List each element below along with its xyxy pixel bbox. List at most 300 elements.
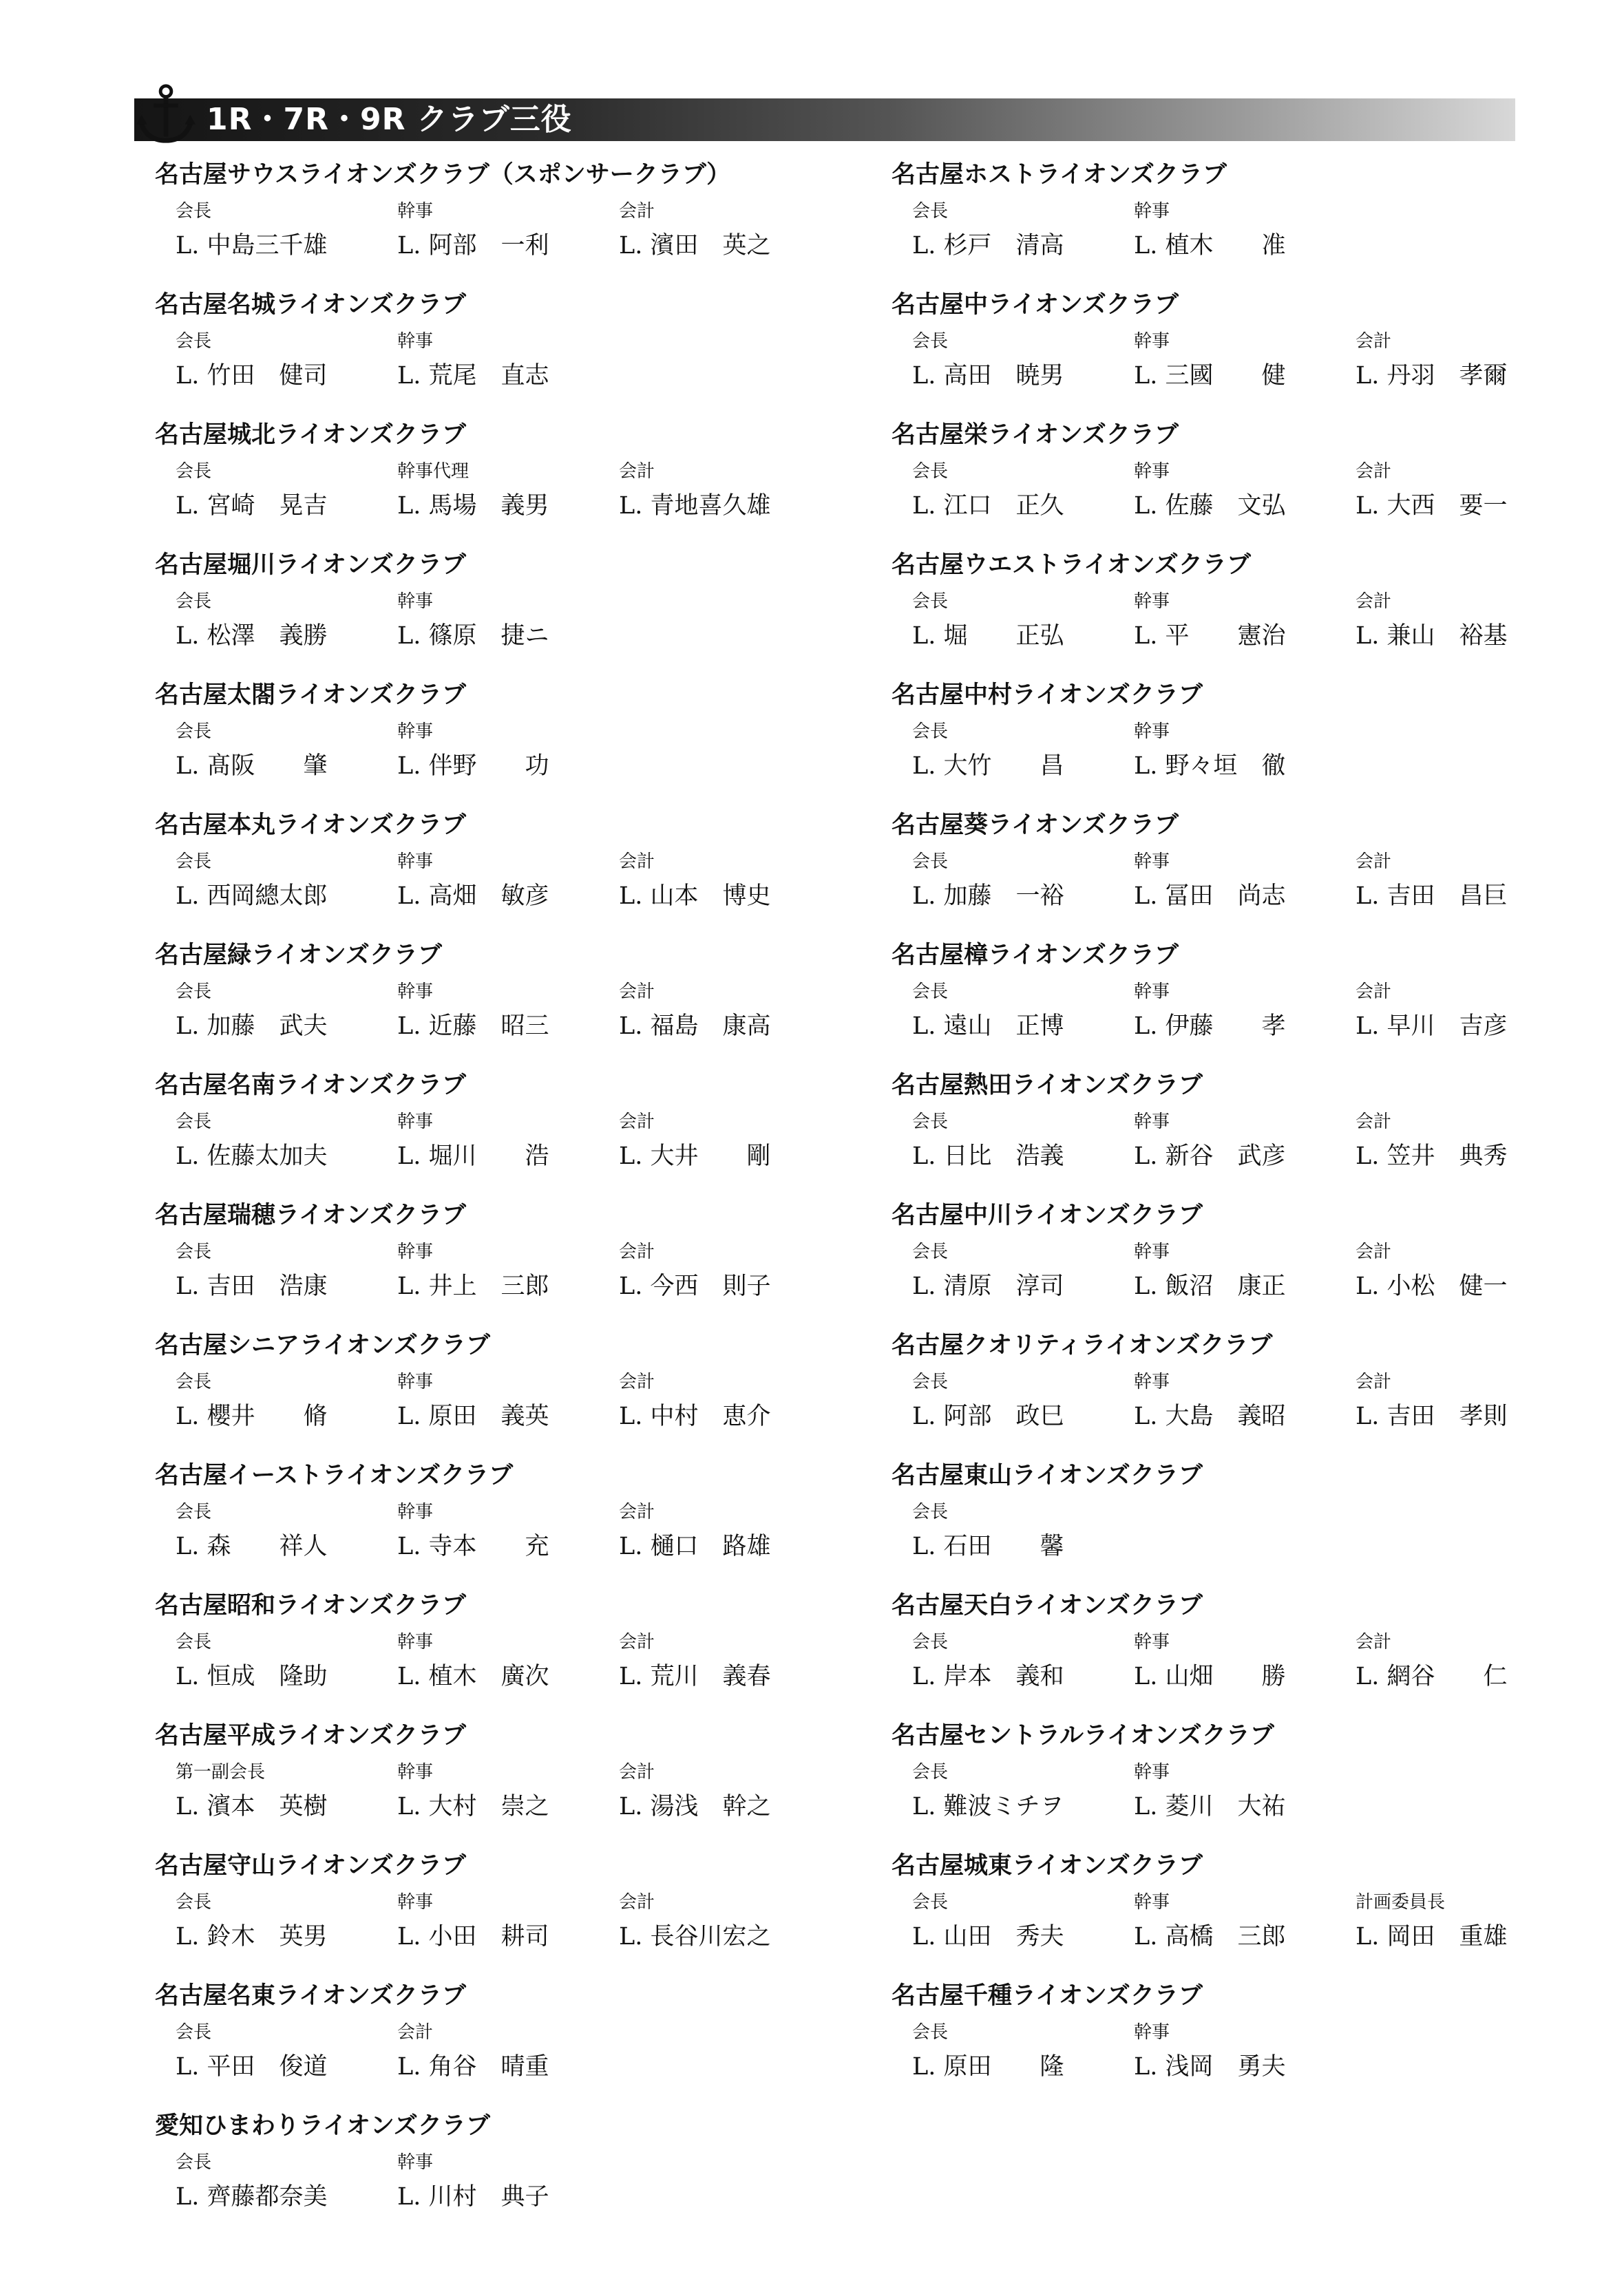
officer-name: L. 飯沼 康正 xyxy=(1134,1273,1286,1300)
left-club-column xyxy=(155,160,843,2241)
officer-name: L. 佐藤 文弘 xyxy=(1134,492,1286,520)
club-block xyxy=(892,550,1580,680)
officer-name: L. 佐藤太加夫 xyxy=(176,1142,328,1170)
officer-entry xyxy=(912,2022,1132,2081)
officer-name: L. 大村 崇之 xyxy=(397,1793,549,1820)
officer-entry xyxy=(176,591,396,650)
club-name: 名古屋中川ライオンズクラブ xyxy=(892,1202,1203,1229)
officer-name: L. 馬場 義男 xyxy=(397,492,549,520)
officer-name: L. 高田 暁男 xyxy=(912,362,1064,390)
officer-role: 会長 xyxy=(176,1632,212,1652)
officer-role: 会計 xyxy=(1356,591,1392,612)
officer-entry xyxy=(1134,721,1354,780)
officer-entry xyxy=(1356,981,1576,1041)
officer-name: L. 鈴木 英男 xyxy=(176,1923,328,1950)
officer-role: 会計 xyxy=(1356,461,1392,482)
officer-name: L. 荒尾 直志 xyxy=(397,362,549,390)
officer-entry xyxy=(912,1242,1132,1301)
officer-role: 幹事 xyxy=(397,1372,434,1392)
officer-name: L. 早川 吉彦 xyxy=(1356,1012,1508,1040)
officer-name: L. 石田 馨 xyxy=(912,1533,1064,1560)
officer-entry xyxy=(912,1892,1132,1951)
club-block xyxy=(155,680,843,810)
officer-role: 会長 xyxy=(176,1892,212,1913)
officer-name: L. 髙阪 肇 xyxy=(176,752,328,780)
club-name: 名古屋熱田ライオンズクラブ xyxy=(892,1072,1203,1099)
officer-role: 会計 xyxy=(619,1242,655,1262)
officer-role: 会長 xyxy=(176,2022,212,2043)
officer-name: L. 原田 隆 xyxy=(912,2053,1064,2081)
officer-role: 会長 xyxy=(176,1372,212,1392)
officer-role: 会長 xyxy=(912,851,949,872)
club-name: 名古屋昭和ライオンズクラブ xyxy=(155,1592,466,1619)
officer-name: L. 濱本 英樹 xyxy=(176,1793,328,1820)
club-block xyxy=(155,1460,843,1591)
officer-role: 幹事 xyxy=(397,1632,434,1652)
officer-role: 会計 xyxy=(619,1892,655,1913)
officer-entry xyxy=(397,1112,618,1171)
officer-name: L. 加藤 一裕 xyxy=(912,882,1064,910)
officer-role: 幹事代理 xyxy=(397,461,470,482)
club-name: 名古屋クオリティライオンズクラブ xyxy=(892,1332,1273,1359)
officer-role: 会長 xyxy=(176,201,212,222)
officer-role: 会長 xyxy=(912,461,949,482)
officer-name: L. 岸本 義和 xyxy=(912,1663,1064,1690)
officer-role: 会計 xyxy=(1356,981,1392,1002)
officer-role: 会計 xyxy=(619,461,655,482)
officer-role: 幹事 xyxy=(1134,1372,1170,1392)
officer-role: 幹事 xyxy=(1134,1892,1170,1913)
officer-entry xyxy=(912,721,1132,780)
officer-role: 会長 xyxy=(912,1112,949,1132)
officer-name: L. 角谷 晴重 xyxy=(397,2053,549,2081)
club-name: 名古屋樟ライオンズクラブ xyxy=(892,942,1179,969)
officer-entry xyxy=(619,1372,839,1431)
club-block xyxy=(155,290,843,420)
club-name: 名古屋太閤ライオンズクラブ xyxy=(155,681,466,709)
club-name: 名古屋瑞穂ライオンズクラブ xyxy=(155,1202,466,1229)
officer-role: 会計 xyxy=(397,2022,434,2043)
officer-name: L. 新谷 武彦 xyxy=(1134,1142,1286,1170)
officer-entry xyxy=(176,1632,396,1691)
officer-name: L. 阿部 一利 xyxy=(397,232,549,259)
officer-entry xyxy=(1356,461,1576,520)
officer-entry xyxy=(176,851,396,911)
officer-name: L. 篠原 捷ニ xyxy=(397,622,549,650)
officer-role: 会計 xyxy=(1356,1372,1392,1392)
club-block xyxy=(155,160,843,290)
officer-entry xyxy=(619,1502,839,1561)
officer-entry xyxy=(1134,1892,1354,1951)
officer-role: 会長 xyxy=(176,1242,212,1262)
officer-role: 幹事 xyxy=(1134,331,1170,352)
officer-name: L. 中村 恵介 xyxy=(619,1403,771,1430)
officer-role: 会長 xyxy=(912,1242,949,1262)
club-name: 名古屋葵ライオンズクラブ xyxy=(892,811,1179,839)
club-name: 名古屋名南ライオンズクラブ xyxy=(155,1072,466,1099)
club-block xyxy=(892,1851,1580,1981)
officer-role: 会計 xyxy=(1356,1242,1392,1262)
officer-entry xyxy=(1134,1242,1354,1301)
officer-entry xyxy=(619,1892,839,1951)
officer-role: 幹事 xyxy=(397,1892,434,1913)
officer-role: 幹事 xyxy=(1134,1762,1170,1783)
officer-role: 幹事 xyxy=(397,591,434,612)
officer-role: 会計 xyxy=(619,851,655,872)
officer-entry xyxy=(619,981,839,1041)
officer-entry xyxy=(397,721,618,780)
club-block xyxy=(155,1200,843,1330)
club-block xyxy=(155,1330,843,1460)
club-block xyxy=(892,1070,1580,1200)
officer-role: 会計 xyxy=(1356,1112,1392,1132)
club-name: 名古屋イーストライオンズクラブ xyxy=(155,1462,514,1489)
officer-name: L. 湯浅 幹之 xyxy=(619,1793,771,1820)
officer-role: 幹事 xyxy=(397,201,434,222)
officer-name: L. 吉田 浩康 xyxy=(176,1273,328,1300)
officer-name: L. 松澤 義勝 xyxy=(176,622,328,650)
officer-role: 会長 xyxy=(176,591,212,612)
officer-name: L. 植木 廣次 xyxy=(397,1663,549,1690)
officer-name: L. 山本 博史 xyxy=(619,882,771,910)
officer-name: L. 竹田 健司 xyxy=(176,362,328,390)
officer-entry xyxy=(176,2152,396,2211)
club-block xyxy=(155,1591,843,1721)
officer-entry xyxy=(912,1112,1132,1171)
club-block xyxy=(892,1721,1580,1851)
officer-name: L. 宮崎 晃吉 xyxy=(176,492,328,520)
officer-name: L. 網谷 仁 xyxy=(1356,1663,1508,1690)
officer-entry xyxy=(1134,201,1354,260)
officer-name: L. 寺本 充 xyxy=(397,1533,549,1560)
officer-entry xyxy=(397,461,618,520)
officer-entry xyxy=(1134,1762,1354,1821)
officer-entry xyxy=(176,1892,396,1951)
officer-entry xyxy=(1134,2022,1354,2081)
officer-entry xyxy=(176,721,396,780)
officer-entry xyxy=(1134,461,1354,520)
officer-role: 幹事 xyxy=(397,331,434,352)
officer-name: L. 井上 三郎 xyxy=(397,1273,549,1300)
officer-role: 会長 xyxy=(176,1502,212,1522)
officer-entry xyxy=(176,1112,396,1171)
officer-entry xyxy=(912,1372,1132,1431)
club-block xyxy=(155,1851,843,1981)
officer-role: 第一副会長 xyxy=(176,1762,266,1783)
club-name: 名古屋シニアライオンズクラブ xyxy=(155,1332,490,1359)
officer-entry xyxy=(1134,1112,1354,1171)
officer-role: 幹事 xyxy=(1134,1632,1170,1652)
officer-name: L. 大西 要一 xyxy=(1356,492,1508,520)
officer-role: 幹事 xyxy=(1134,201,1170,222)
officer-role: 幹事 xyxy=(397,721,434,742)
club-block xyxy=(155,810,843,940)
officer-role: 会計 xyxy=(1356,331,1392,352)
club-name: 名古屋堀川ライオンズクラブ xyxy=(155,551,466,579)
officer-name: L. 濱田 英之 xyxy=(619,232,771,259)
officer-name: L. 難波ミチヲ xyxy=(912,1793,1064,1820)
club-block xyxy=(892,1200,1580,1330)
officer-name: L. 平 憲治 xyxy=(1134,622,1286,650)
officer-entry xyxy=(619,201,839,260)
officer-entry xyxy=(397,201,618,260)
club-block xyxy=(892,1591,1580,1721)
officer-name: L. 森 祥人 xyxy=(176,1533,328,1560)
officer-name: L. 三國 健 xyxy=(1134,362,1286,390)
officer-entry xyxy=(1356,1242,1576,1301)
club-block xyxy=(892,290,1580,420)
officer-role: 会計 xyxy=(1356,1632,1392,1652)
officer-role: 幹事 xyxy=(397,1112,434,1132)
anchor-icon xyxy=(132,81,200,149)
club-block xyxy=(155,1070,843,1200)
officer-role: 会長 xyxy=(176,851,212,872)
officer-entry xyxy=(1134,331,1354,390)
officer-entry xyxy=(1356,1112,1576,1171)
officer-name: L. 江口 正久 xyxy=(912,492,1064,520)
officer-entry xyxy=(176,1762,396,1821)
officer-entry xyxy=(176,1242,396,1301)
officer-role: 幹事 xyxy=(397,981,434,1002)
officer-entry xyxy=(912,1502,1132,1561)
club-block xyxy=(892,940,1580,1070)
officer-role: 会計 xyxy=(619,1112,655,1132)
club-name: 名古屋セントラルライオンズクラブ xyxy=(892,1722,1274,1750)
officer-entry xyxy=(619,461,839,520)
officer-entry xyxy=(1134,1372,1354,1431)
officer-entry xyxy=(176,331,396,390)
officer-role: 会計 xyxy=(619,201,655,222)
club-name: 名古屋城北ライオンズクラブ xyxy=(155,421,466,449)
officer-name: L. 小松 健一 xyxy=(1356,1273,1508,1300)
officer-entry xyxy=(176,1502,396,1561)
club-block xyxy=(892,1330,1580,1460)
officer-role: 会計 xyxy=(1356,851,1392,872)
officer-entry xyxy=(619,1242,839,1301)
officer-entry xyxy=(912,201,1132,260)
officer-entry xyxy=(397,1502,618,1561)
club-name: 名古屋城東ライオンズクラブ xyxy=(892,1852,1203,1880)
officer-role: 幹事 xyxy=(1134,721,1170,742)
right-club-column xyxy=(892,160,1580,2111)
officer-name: L. 恒成 隆助 xyxy=(176,1663,328,1690)
officer-role: 会長 xyxy=(176,981,212,1002)
club-name: 名古屋守山ライオンズクラブ xyxy=(155,1852,466,1880)
officer-entry xyxy=(912,981,1132,1041)
officer-entry xyxy=(1356,1892,1576,1951)
officer-entry xyxy=(912,1762,1132,1821)
officer-name: L. 平田 俊道 xyxy=(176,2053,328,2081)
officer-name: L. 野々垣 徹 xyxy=(1134,752,1286,780)
officer-role: 会長 xyxy=(176,2152,212,2173)
club-name: 名古屋平成ライオンズクラブ xyxy=(155,1722,466,1750)
officer-entry xyxy=(619,851,839,911)
officer-entry xyxy=(1134,851,1354,911)
club-block xyxy=(892,420,1580,550)
officer-name: L. 吉田 昌巨 xyxy=(1356,882,1508,910)
officer-entry xyxy=(176,981,396,1041)
officer-name: L. 浅岡 勇夫 xyxy=(1134,2053,1286,2081)
officer-entry xyxy=(912,1632,1132,1691)
officer-role: 会長 xyxy=(912,2022,949,2043)
officer-role: 幹事 xyxy=(1134,981,1170,1002)
club-name: 名古屋中ライオンズクラブ xyxy=(892,291,1179,319)
officer-role: 会長 xyxy=(912,1762,949,1783)
club-block xyxy=(155,550,843,680)
officer-name: L. 笠井 典秀 xyxy=(1356,1142,1508,1170)
officer-entry xyxy=(176,461,396,520)
officer-role: 幹事 xyxy=(397,2152,434,2173)
officer-entry xyxy=(912,331,1132,390)
club-name: 愛知ひまわりライオンズクラブ xyxy=(155,2112,490,2140)
officer-name: L. 小田 耕司 xyxy=(397,1923,549,1950)
club-name: 名古屋本丸ライオンズクラブ xyxy=(155,811,466,839)
officer-role: 会長 xyxy=(912,1502,949,1522)
club-name: 名古屋ホストライオンズクラブ xyxy=(892,161,1227,189)
officer-role: 会長 xyxy=(912,331,949,352)
officer-name: L. 齊藤都奈美 xyxy=(176,2183,328,2211)
officer-name: L. 植木 准 xyxy=(1134,232,1286,259)
officer-role: 会長 xyxy=(912,1632,949,1652)
officer-name: L. 荒川 義春 xyxy=(619,1663,771,1690)
club-block xyxy=(892,680,1580,810)
club-block xyxy=(155,940,843,1070)
officer-entry xyxy=(1356,331,1576,390)
officer-name: L. 冨田 尚志 xyxy=(1134,882,1286,910)
officer-name: L. 高畑 敏彦 xyxy=(397,882,549,910)
officer-name: L. 吉田 孝則 xyxy=(1356,1403,1508,1430)
officer-entry xyxy=(397,851,618,911)
officer-role: 幹事 xyxy=(1134,1112,1170,1132)
club-block xyxy=(155,1721,843,1851)
officer-entry xyxy=(619,1112,839,1171)
officer-entry xyxy=(397,2152,618,2211)
club-name: 名古屋天白ライオンズクラブ xyxy=(892,1592,1203,1619)
officer-name: L. 櫻井 脩 xyxy=(176,1403,328,1430)
officer-role: 幹事 xyxy=(397,851,434,872)
club-block xyxy=(892,160,1580,290)
officer-role: 幹事 xyxy=(1134,851,1170,872)
officer-entry xyxy=(1356,1372,1576,1431)
officer-role: 会長 xyxy=(912,1372,949,1392)
officer-name: L. 青地喜久雄 xyxy=(619,492,771,520)
club-block xyxy=(155,1981,843,2111)
officer-name: L. 日比 浩義 xyxy=(912,1142,1064,1170)
officer-role: 会長 xyxy=(912,1892,949,1913)
officer-name: L. 山畑 勝 xyxy=(1134,1663,1286,1690)
officer-entry xyxy=(1134,591,1354,650)
club-name: 名古屋東山ライオンズクラブ xyxy=(892,1462,1203,1489)
officer-name: L. 今西 則子 xyxy=(619,1273,771,1300)
officer-name: L. 堀川 浩 xyxy=(397,1142,549,1170)
officer-entry xyxy=(1134,981,1354,1041)
page-title: 1R・7R・9R クラブ三役 xyxy=(207,102,572,137)
officer-entry xyxy=(397,1372,618,1431)
officer-role: 会長 xyxy=(176,461,212,482)
club-name: 名古屋名城ライオンズクラブ xyxy=(155,291,466,319)
officer-name: L. 福島 康高 xyxy=(619,1012,771,1040)
club-name: 名古屋千種ライオンズクラブ xyxy=(892,1982,1203,2010)
officer-role: 幹事 xyxy=(397,1502,434,1522)
officer-name: L. 西岡總太郎 xyxy=(176,882,328,910)
officer-role: 会長 xyxy=(912,201,949,222)
officer-name: L. 菱川 大祐 xyxy=(1134,1793,1286,1820)
officer-name: L. 川村 典子 xyxy=(397,2183,549,2211)
officer-role: 会長 xyxy=(912,981,949,1002)
officer-name: L. 大島 義昭 xyxy=(1134,1403,1286,1430)
officer-name: L. 加藤 武夫 xyxy=(176,1012,328,1040)
club-name: 名古屋中村ライオンズクラブ xyxy=(892,681,1203,709)
officer-entry xyxy=(397,1632,618,1691)
officer-role: 幹事 xyxy=(1134,1242,1170,1262)
officer-entry xyxy=(397,1762,618,1821)
club-block xyxy=(155,2111,843,2241)
officer-name: L. 清原 淳司 xyxy=(912,1273,1064,1300)
officer-entry xyxy=(1356,1632,1576,1691)
officer-role: 幹事 xyxy=(1134,461,1170,482)
club-name: 名古屋名東ライオンズクラブ xyxy=(155,1982,466,2010)
officer-entry xyxy=(619,1762,839,1821)
club-block xyxy=(892,1981,1580,2111)
officer-entry xyxy=(176,1372,396,1431)
officer-name: L. 中島三千雄 xyxy=(176,232,328,259)
officer-role: 幹事 xyxy=(1134,591,1170,612)
officer-name: L. 杉戸 清高 xyxy=(912,232,1064,259)
officer-role: 会長 xyxy=(912,591,949,612)
club-name: 名古屋サウスライオンズクラブ（スポンサークラブ） xyxy=(155,161,731,189)
officer-name: L. 兼山 裕基 xyxy=(1356,622,1508,650)
officer-name: L. 丹羽 孝爾 xyxy=(1356,362,1508,390)
officer-name: L. 大井 剛 xyxy=(619,1142,771,1170)
officer-role: 会計 xyxy=(619,1502,655,1522)
officer-name: L. 山田 秀夫 xyxy=(912,1923,1064,1950)
officer-role: 会計 xyxy=(619,1632,655,1652)
officer-entry xyxy=(397,1892,618,1951)
officer-entry xyxy=(176,201,396,260)
officer-role: 会長 xyxy=(912,721,949,742)
officer-name: L. 高橋 三郎 xyxy=(1134,1923,1286,1950)
club-block xyxy=(892,810,1580,940)
officer-name: L. 岡田 重雄 xyxy=(1356,1923,1508,1950)
club-block xyxy=(892,1460,1580,1591)
officer-role: 会長 xyxy=(176,331,212,352)
officer-name: L. 樋口 路雄 xyxy=(619,1533,771,1560)
officer-name: L. 近藤 昭三 xyxy=(397,1012,549,1040)
officer-entry xyxy=(397,2022,618,2081)
officer-role: 幹事 xyxy=(397,1242,434,1262)
officer-role: 計画委員長 xyxy=(1356,1892,1446,1913)
officer-entry xyxy=(176,2022,396,2081)
officer-entry xyxy=(1356,591,1576,650)
officer-name: L. 伊藤 孝 xyxy=(1134,1012,1286,1040)
officer-entry xyxy=(912,851,1132,911)
officer-role: 会計 xyxy=(619,1372,655,1392)
officer-name: L. 長谷川宏之 xyxy=(619,1923,771,1950)
officer-role: 会計 xyxy=(619,1762,655,1783)
officer-entry xyxy=(397,1242,618,1301)
club-name: 名古屋緑ライオンズクラブ xyxy=(155,942,442,969)
officer-name: L. 大竹 昌 xyxy=(912,752,1064,780)
officer-entry xyxy=(912,591,1132,650)
officer-entry xyxy=(912,461,1132,520)
officer-entry xyxy=(1356,851,1576,911)
officer-name: L. 原田 義英 xyxy=(397,1403,549,1430)
officer-role: 幹事 xyxy=(1134,2022,1170,2043)
officer-role: 幹事 xyxy=(397,1762,434,1783)
club-block xyxy=(155,420,843,550)
officer-role: 会長 xyxy=(176,721,212,742)
officer-entry xyxy=(397,331,618,390)
